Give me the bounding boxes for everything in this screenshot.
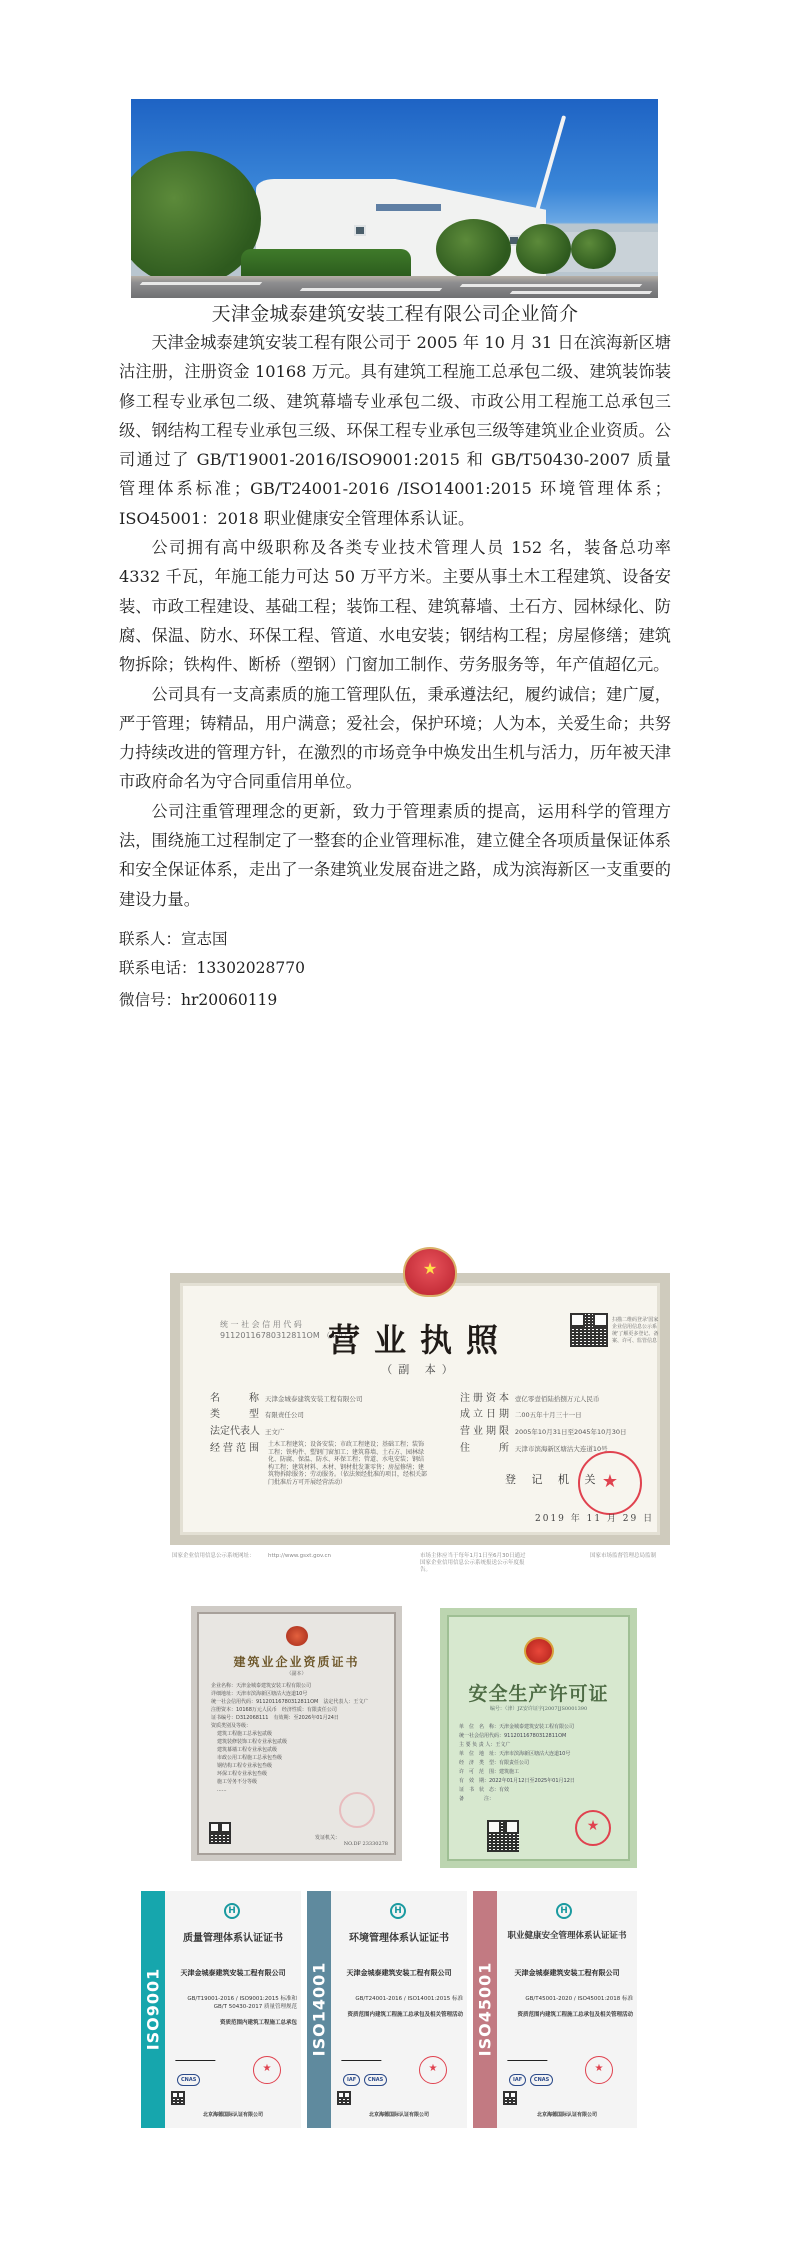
iso-cert-title: 职业健康安全管理体系认证证书 [507,1931,627,1941]
license-scope: 土木工程建筑；设备安装；市政工程建设；基础工程；装饰工程；铁构件、塑钢门窗加工；建筑幕墙、土石方、园林绿化、防腐、保温、防水、环保工程；管道、水电安装；钢结构工程；建筑材料、木材、钢材批发兼零售；房屋修缮；建筑物拆除服务；劳动服务。（依法须经批准的项目，经相关部门批准后方可开展经营活动） [268,1441,428,1486]
qr-code-icon [570,1313,608,1347]
iso-cert-standards: GB/T45001-2020 / ISO45001:2018 标准 资质范围内建筑工程施工总承包及相关管理活动 [517,1996,633,2018]
iso14001-certificate-image [307,1891,467,2128]
qr-code-icon [503,2091,517,2105]
contact-wechat: 微信号：hr20060119 [119,991,278,1009]
national-emblem-icon: ★ [403,1247,457,1297]
accreditation-badges [509,2074,555,2086]
iso-cert-issuer: 北京海德国际认证有限公司 [202,2112,263,2118]
contact-person: 联系人：宣志国 [119,930,228,948]
issue-date: 2019 年 11 月 29 日 [535,1514,655,1524]
safety-production-license-image [440,1608,637,1868]
iaf-badge-icon: IAF [343,2074,360,2086]
tree [516,224,571,274]
qualification-number: NO.DF 23330278 [343,1841,388,1847]
license-field-address: 住 所 天津市滨海新区塘沽大连道10号 [460,1443,608,1454]
license-field-name: 名 称 天津金城泰建筑安装工程有限公司 [210,1393,363,1404]
certification-body-logo-icon: H [224,1903,240,1919]
hedge [241,249,411,279]
official-seal-icon: ★ [575,1810,611,1846]
contact-info [119,925,305,1015]
iso-cert-standards: GB/T24001-2016 / ISO14001:2015 标准 资质范围内建筑工程施工总承包及相关管理活动 [347,1996,463,2018]
license-title: 营业执照 [327,1321,512,1359]
iso-cert-company: 天津金城泰建筑安装工程有限公司 [346,1969,452,1977]
license-field-term: 营业期限 2005年10月31日至2045年10月30日 [460,1426,627,1437]
accreditation-badges [343,2074,389,2086]
paragraph-management-team: 公司具有一支高素质的施工管理队伍，秉承遵法纪，履约诚信；建广厦，严于管理；铸精品，用户满意；爱社会，保护环境；人为本，关爱生命；共努力持续改进的管理方针，在激烈的市场竞争中焕发出生机与活力，历年被天津市政府命名为守合同重信用单位。 [119,684,671,792]
official-seal-icon [339,1792,375,1828]
paragraph-capacity: 公司拥有高中级职称及各类专业技术管理人员 152 名，装备总功率 4332 千瓦，年施工能力可达 50 万平方米。主要从事土木工程建筑、设备安装、市政工程建设、基础工程；装饰工程、建筑幕墙、土石方、园林绿化、防腐、保温、防水、环保工程、管道、水电安装；钢结构工程；房屋修缮；建筑物拆除；铁构件、断桥（塑钢）门窗加工制作、劳务服务等，年产值超亿元。 [119,538,671,675]
license-field-type: 类 型 有限责任公司 [210,1409,304,1420]
qr-code-icon [337,2091,351,2105]
registration-authority: 登 记 机 关 [505,1473,602,1486]
tree [571,229,616,269]
contact-phone: 联系电话：13302028770 [119,959,305,977]
cnas-badge-icon: CNAS [177,2074,200,2086]
iso-cert-issuer: 北京海德国际认证有限公司 [536,2112,597,2118]
qr-note: 扫描二维码登录'国家企业信用信息公示系统'了解更多登记、备案、许可、监管信息 [612,1317,659,1344]
qr-code-icon [171,2091,185,2105]
iso9001-certificate-image [141,1891,301,2128]
iso-cert-company: 天津金城泰建筑安装工程有限公司 [180,1969,286,1977]
cnas-badge-icon: CNAS [530,2074,553,2086]
official-seal-icon: ★ [578,1451,642,1515]
safety-title: 安全生产许可证 [468,1683,609,1705]
iso-cert-standards: GB/T19001-2016 / ISO9001:2015 标准和 GB/T 50430-2017 质量管理规范 资质范围内建筑工程施工总承包 [187,1996,297,2026]
license-field-established: 成立日期 二00五年十月三十一日 [460,1409,582,1420]
safety-number: 编号：（津）JZ安许证字[2007]JS0001390 [489,1706,588,1712]
credit-code: 统 一 社 会 信 用 代 码 91120116780312811OM （4-4） [220,1320,352,1340]
iso-cert-title: 质量管理体系认证证书 [183,1933,283,1944]
road [131,276,658,298]
business-license-image [170,1259,670,1545]
document-body [119,328,671,914]
iso-cert-title: 环境管理体系认证证书 [349,1933,449,1944]
license-field-legal-rep: 法定代表人 王文广 [210,1426,285,1437]
company-building-photo [131,99,658,298]
certification-body-logo-icon: H [390,1903,406,1919]
document-title: 天津金城泰建筑安装工程有限公司企业简介 [211,303,579,325]
building-sign [376,204,441,211]
signature [175,2051,219,2061]
certification-body-logo-icon: H [556,1903,572,1919]
safety-details: 单 位 名 称：天津金城泰建筑安装工程有限公司 统一社会信用代码：91120116780312811OM 主 要 负 责 人：王文广 单 位 地 址：天津市滨海新区塘沽大连道10号 经 济 类 型：有限责任公司 许 可 范 围：建筑施工 有 效 期：2022年01月12日至2025年01月12日 证 书 状 态：有效 备 注： [459,1724,575,1802]
license-field-capital: 注册资本 壹亿零壹佰陆拾捌万元人民币 [460,1393,600,1404]
qualification-title: 建筑业企业资质证书 [233,1655,360,1669]
national-emblem-icon [524,1637,554,1665]
qualification-issuer: 发证机关： [315,1835,341,1841]
iso-strip-label: ISO45001 [475,1961,495,2057]
tree [436,219,511,279]
official-seal-icon: ★ [253,2056,281,2084]
iaf-badge-icon: IAF [509,2074,526,2086]
paragraph-management-philosophy: 公司注重管理理念的更新，致力于管理素质的提高，运用科学的管理方法，围绕施工过程制定了一整套的企业管理标准，建立健全各项质量保证体系和安全保证体系，走出了一条建筑业发展奋进之路，成为滨海新区一支重要的建设力量。 [119,801,671,909]
official-seal-icon: ★ [585,2056,613,2084]
iso-strip-label: ISO9001 [143,1967,163,2051]
qualification-subtitle: （副本） [286,1671,307,1677]
iso-cert-company: 天津金城泰建筑安装工程有限公司 [514,1969,620,1977]
license-footer-right: 国家市场监督管理总局监制 [590,1553,657,1559]
iso-strip [473,1891,497,2128]
iso45001-certificate-image [473,1891,637,2128]
license-subtitle: （副 本） [381,1363,459,1376]
iso-cert-issuer: 北京海德国际认证有限公司 [368,2112,429,2118]
qualification-certificate-image [191,1606,402,1861]
cnas-badge-icon: CNAS [364,2074,387,2086]
license-footer-note: 市场主体应当于每年1月1日至6月30日通过国家企业信用信息公示系统报送公示年度报告。 [420,1553,526,1573]
iso-strip [307,1891,331,2128]
license-footer-left: 国家企业信用信息公示系统网址： [172,1553,255,1559]
signature [341,2051,385,2061]
paragraph-intro: 天津金城泰建筑安装工程有限公司于 2005 年 10 月 31 日在滨海新区塘沽注册，注册资金 10168 万元。具有建筑工程施工总承包二级、建筑装饰装修工程专业承包二级、建筑幕墙专业承包二级、市政公用工程施工总承包三级、钢结构工程专业承包三级、环保工程专业承包三级等建筑业企业资质。公司通过了 GB/T19001-2016/ISO9001:2015 和 GB/T50430-2007 质量管理体系标准；GB/T24001-2016 /ISO14001:2015 环境管理体系；ISO45001：2018 职业健康安全管理体系认证。 [119,333,671,528]
license-footer-url: http://www.gsxt.gov.cn [268,1553,332,1559]
signature [507,2051,551,2061]
national-emblem-icon [286,1626,308,1646]
license-field-scope-label: 经营范围 [210,1443,262,1454]
qr-code-icon [487,1820,519,1852]
accreditation-badges [177,2074,202,2086]
qualification-details: 企业名称：天津金城泰建筑安装工程有限公司 详细地址：天津市滨海新区塘沽大连道10号 统一社会信用代码：91120116780312811OM 法定代表人：王文广 注册资本：10168万元人民币 经济性质：有限责任公司 证书编号：D312068111 有效期：至2026年01月24日 资质类别及等级： 建筑工程施工总承包贰级 建筑装修装饰工程专业承包贰级 建筑幕墙工程专业承包贰级 市政公用工程施工总承包叁级 钢结构工程专业承包叁级 环保工程专业承包叁级 施工劳务不分等级 ...... [211,1683,369,1793]
iso-strip [141,1891,165,2128]
qr-code-icon [209,1822,231,1844]
iso-strip-label: ISO14001 [309,1961,329,2057]
official-seal-icon: ★ [419,2056,447,2084]
